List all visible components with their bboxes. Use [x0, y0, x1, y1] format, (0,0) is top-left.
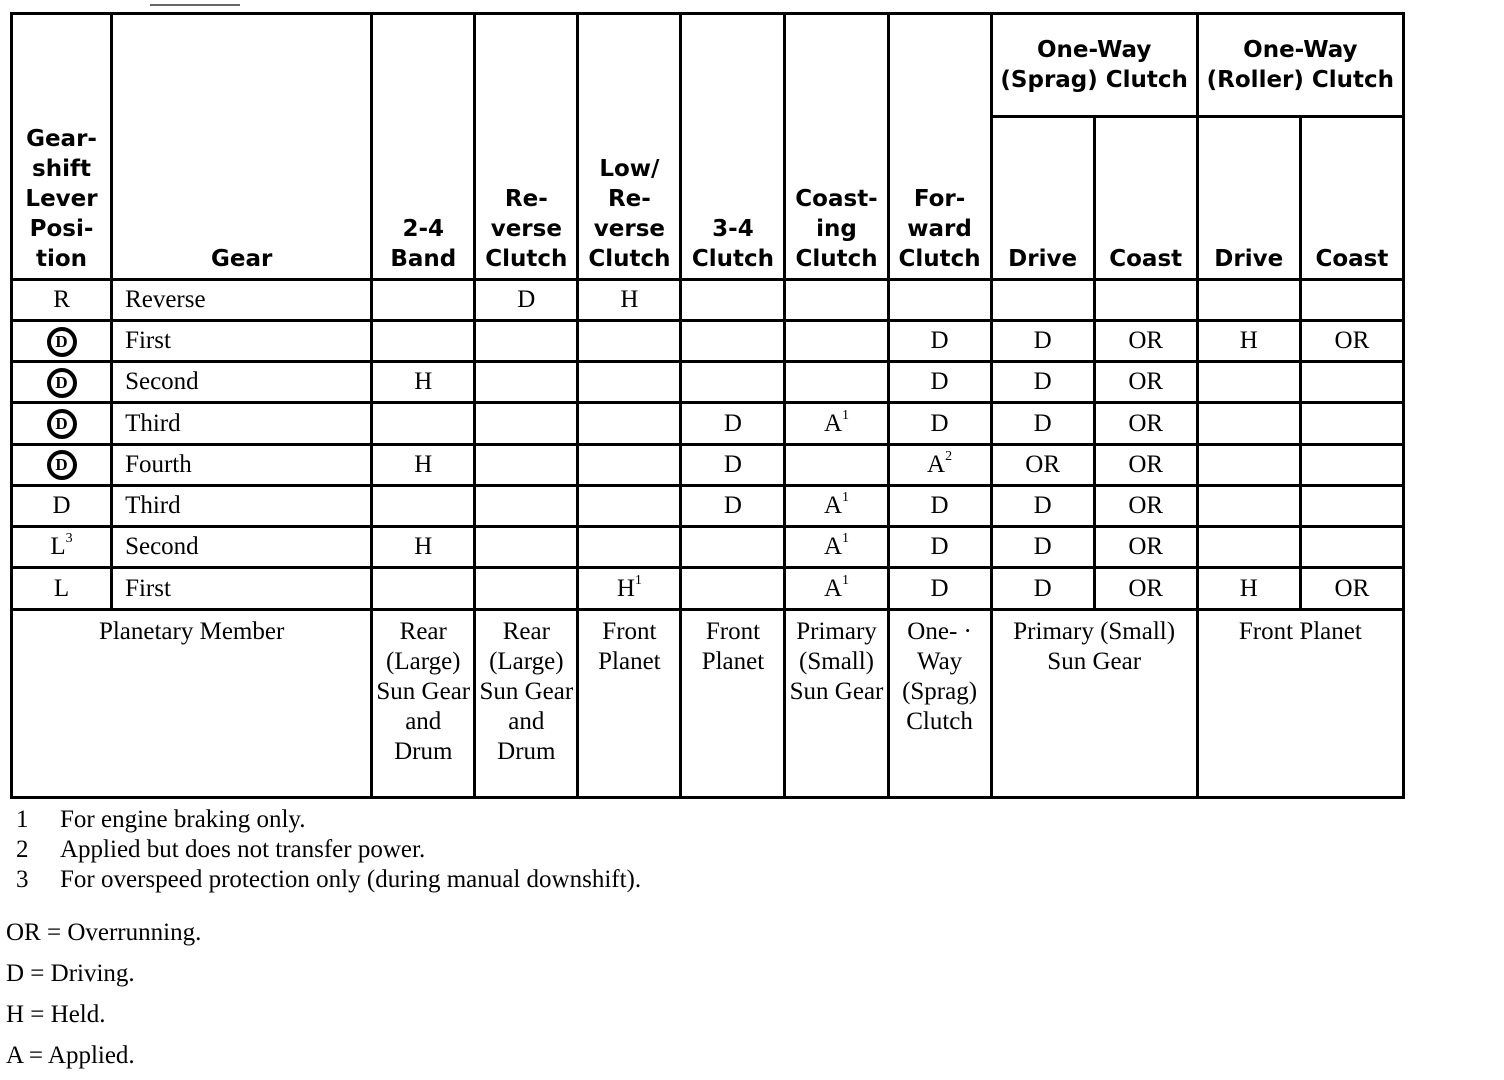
header-coasting-clutch: Coast-ing Clutch [785, 14, 888, 280]
cell-low-reverse: H [578, 279, 681, 320]
cell-sprag-coast [1094, 279, 1197, 320]
planetary-member-row [12, 609, 1404, 797]
table-row [12, 403, 1404, 444]
cell-band [372, 320, 475, 361]
cell-roller-drive [1197, 485, 1300, 526]
header-gearshift-position: Gear-shift Lever Posi-tion [12, 14, 112, 280]
cell-roller-drive [1197, 444, 1300, 485]
cell-position [12, 444, 112, 485]
footnote [16, 865, 641, 895]
cell-position [12, 403, 112, 444]
cell-gear: First [112, 320, 372, 361]
cell-position: D [12, 485, 112, 526]
cell-gear: Fourth [112, 444, 372, 485]
footnote-ref: 1 [842, 490, 850, 506]
transmission-application-chart [10, 12, 1405, 799]
legend-item: D = Driving. [6, 960, 135, 987]
cell-forward: D [888, 403, 991, 444]
cell-reverse [475, 403, 578, 444]
table-row [12, 320, 1404, 361]
planetary-band: Rear (Large) Sun Gear and Drum [372, 609, 475, 797]
cell-sprag-drive: D [991, 527, 1094, 568]
cell-reverse [475, 362, 578, 403]
cell-gear: Second [112, 527, 372, 568]
footnote-ref: 1 [842, 531, 850, 547]
header-sprag-coast: Coast [1094, 116, 1197, 279]
planetary-3-4: Front Planet [681, 609, 785, 797]
cell-value: A [927, 450, 946, 478]
cell-position [12, 320, 112, 361]
planetary-coasting: Primary (Small) Sun Gear [785, 609, 888, 797]
cell-sprag-drive: D [991, 403, 1094, 444]
footnote-ref: 1 [634, 572, 642, 588]
cell-reverse [475, 444, 578, 485]
table-row [12, 527, 1404, 568]
cell-sprag-coast: OR [1094, 362, 1197, 403]
cell-low-reverse [578, 320, 681, 361]
cell-gear: Third [112, 485, 372, 526]
footnote [16, 805, 641, 835]
cell-reverse [475, 485, 578, 526]
cell-sprag-drive: D [991, 320, 1094, 361]
cell-roller-drive: H [1197, 568, 1300, 609]
cell-roller-coast: OR [1300, 568, 1403, 609]
table-row [12, 485, 1404, 526]
cell-position: L [12, 568, 112, 609]
header-low-reverse-clutch: Low/ Re-verse Clutch [578, 14, 681, 280]
cell-band: H [372, 527, 475, 568]
cell-forward: D [888, 362, 991, 403]
cell-roller-drive [1197, 279, 1300, 320]
cell-reverse [475, 568, 578, 609]
planetary-sprag: Primary (Small) Sun Gear [991, 609, 1197, 797]
cell-sprag-coast: OR [1094, 568, 1197, 609]
cell-band [372, 279, 475, 320]
table-row [12, 568, 1404, 609]
cell-roller-coast [1300, 362, 1403, 403]
cell-sprag-drive: D [991, 485, 1094, 526]
cell-3-4 [681, 279, 785, 320]
table-row [12, 444, 1404, 485]
header-forward-clutch: For-ward Clutch [888, 14, 991, 280]
cell-3-4 [681, 527, 785, 568]
cell-band: H [372, 362, 475, 403]
cell-low-reverse [578, 444, 681, 485]
cell-3-4: D [681, 485, 785, 526]
overdrive-position-icon: D [47, 450, 77, 480]
cell-sprag-drive: OR [991, 444, 1094, 485]
legend-item: OR = Overrunning. [6, 919, 202, 946]
cell-band [372, 485, 475, 526]
footnote [16, 835, 641, 865]
overdrive-position-icon: D [47, 409, 77, 439]
legend-item: H = Held. [6, 1001, 106, 1028]
cell-sprag-drive [991, 279, 1094, 320]
cell-sprag-coast: OR [1094, 320, 1197, 361]
header-roller-coast: Coast [1300, 116, 1403, 279]
planetary-forward: One- · Way (Sprag) Clutch [888, 609, 991, 797]
cell-coasting [785, 279, 888, 320]
table-row [12, 362, 1404, 403]
table-row [12, 279, 1404, 320]
cell-roller-coast [1300, 279, 1403, 320]
header-reverse-clutch: Re-verse Clutch [475, 14, 578, 280]
footnote-number: 2 [16, 836, 29, 863]
header-gear: Gear [112, 14, 372, 280]
cell-gear: Second [112, 362, 372, 403]
planetary-low-reverse: Front Planet [578, 609, 681, 797]
cell-value: L [50, 533, 66, 561]
footnote-ref: 1 [842, 572, 850, 588]
cell-roller-coast [1300, 403, 1403, 444]
overdrive-position-icon: D [47, 368, 77, 398]
cell-low-reverse [578, 527, 681, 568]
cell-position: R [12, 279, 112, 320]
footnote-text: Applied but does not transfer power. [60, 836, 426, 863]
cell-coasting [785, 444, 888, 485]
cell-band [372, 568, 475, 609]
cell-roller-coast [1300, 485, 1403, 526]
cell-sprag-coast: OR [1094, 444, 1197, 485]
cell-roller-coast [1300, 444, 1403, 485]
footnote-number: 1 [16, 806, 29, 833]
footnote-ref: 3 [65, 531, 73, 547]
cell-3-4 [681, 320, 785, 361]
cell-sprag-drive: D [991, 362, 1094, 403]
cell-forward [888, 444, 991, 485]
footnotes [16, 805, 641, 895]
cell-3-4: D [681, 444, 785, 485]
cell-coasting [785, 485, 888, 526]
cell-gear: First [112, 568, 372, 609]
clipped-top-line [150, 0, 240, 6]
header-sprag-drive: Drive [991, 116, 1094, 279]
cell-roller-drive [1197, 362, 1300, 403]
cell-roller-coast [1300, 527, 1403, 568]
cell-position [12, 362, 112, 403]
overdrive-position-icon: D [47, 327, 77, 357]
legend-item: A = Applied. [6, 1042, 135, 1069]
cell-3-4: D [681, 403, 785, 444]
planetary-member-label: Planetary Member [12, 609, 372, 797]
cell-forward: D [888, 485, 991, 526]
header-sprag-clutch: One-Way (Sprag) Clutch [991, 14, 1197, 117]
planetary-roller: Front Planet [1197, 609, 1403, 797]
cell-band [372, 403, 475, 444]
cell-sprag-coast: OR [1094, 527, 1197, 568]
header-2-4-band: 2-4 Band [372, 14, 475, 280]
footnote-ref: 2 [945, 448, 953, 464]
cell-coasting [785, 403, 888, 444]
cell-value: A [823, 574, 843, 602]
cell-value: A [823, 492, 843, 520]
cell-reverse [475, 320, 578, 361]
cell-value: A [823, 533, 843, 561]
footnote-ref: 1 [842, 407, 850, 423]
cell-gear: Third [112, 403, 372, 444]
cell-gear: Reverse [112, 279, 372, 320]
footnote-number: 3 [16, 866, 29, 893]
cell-coasting [785, 320, 888, 361]
cell-low-reverse [578, 362, 681, 403]
footnote-text: For overspeed protection only (during manual downshift). [60, 866, 642, 893]
cell-value: H [616, 574, 635, 602]
cell-roller-drive [1197, 403, 1300, 444]
cell-value: A [823, 409, 843, 437]
cell-forward: D [888, 568, 991, 609]
cell-reverse [475, 527, 578, 568]
cell-coasting [785, 568, 888, 609]
header-roller-drive: Drive [1197, 116, 1300, 279]
cell-roller-coast: OR [1300, 320, 1403, 361]
cell-low-reverse [578, 403, 681, 444]
cell-forward: D [888, 320, 991, 361]
planetary-reverse: Rear (Large) Sun Gear and Drum [475, 609, 578, 797]
cell-3-4 [681, 568, 785, 609]
cell-sprag-coast: OR [1094, 403, 1197, 444]
cell-coasting [785, 527, 888, 568]
cell-forward: D [888, 527, 991, 568]
cell-position [12, 527, 112, 568]
cell-low-reverse [578, 568, 681, 609]
cell-roller-drive: H [1197, 320, 1300, 361]
cell-coasting [785, 362, 888, 403]
cell-band: H [372, 444, 475, 485]
cell-reverse: D [475, 279, 578, 320]
cell-sprag-coast: OR [1094, 485, 1197, 526]
header-3-4-clutch: 3-4 Clutch [681, 14, 785, 280]
footnote-text: For engine braking only. [60, 806, 306, 833]
header-roller-clutch: One-Way (Roller) Clutch [1197, 14, 1403, 117]
cell-3-4 [681, 362, 785, 403]
cell-roller-drive [1197, 527, 1300, 568]
cell-low-reverse [578, 485, 681, 526]
cell-sprag-drive: D [991, 568, 1094, 609]
cell-forward [888, 279, 991, 320]
legend [6, 915, 201, 1079]
